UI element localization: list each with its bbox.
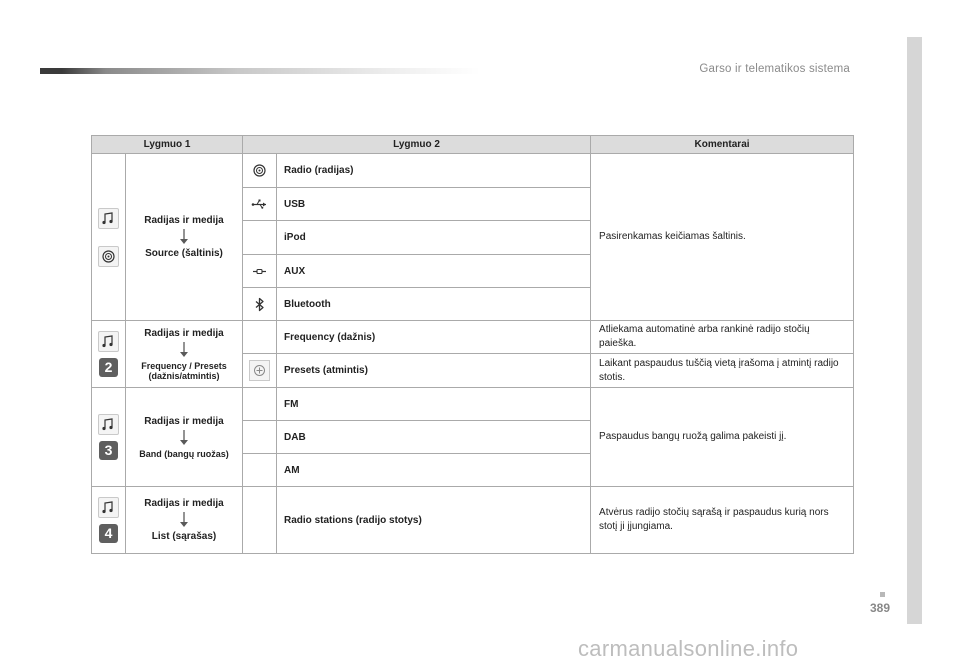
level2-label: Radio stations (radijo stotys) (277, 487, 591, 554)
comment-cell: Atliekama automatinė arba rankinė radijo stočių paieška. (591, 321, 854, 354)
comment-cell: Laikant paspaudus tuščią vietą įrašoma į atmintį radijo stotis. (591, 354, 854, 388)
aux-icon (250, 262, 269, 281)
step-badge: 3 (99, 441, 118, 460)
level2-label: AUX (277, 255, 591, 288)
music-note-icon (98, 331, 119, 352)
level1-label: Radijas ir medija (144, 415, 224, 427)
level1-sub-label: Source (šaltinis) (145, 248, 223, 259)
level1-label: Radijas ir medija (144, 327, 224, 339)
level2-label: Radio (radijas) (277, 154, 591, 188)
level2-icon-cell (243, 221, 277, 255)
level2-icon-cell (243, 255, 277, 288)
step-badge: 4 (99, 524, 118, 543)
group-icons (92, 388, 126, 487)
page-marker (880, 592, 885, 597)
level2-icon-cell (243, 154, 277, 188)
level2-label: iPod (277, 221, 591, 255)
comment-cell: Atvėrus radijo stočių sąrašą ir paspaudus kurią nors stotį ji įjungiama. (591, 487, 854, 554)
group-icons (92, 487, 126, 554)
header-comments: Komentarai (591, 136, 854, 154)
level1-sub-label: List (sąrašas) (151, 531, 217, 542)
group-icons (92, 154, 126, 321)
level1-cell (126, 487, 243, 554)
level1-sub-label: Frequency / Presets (dažnis/atmintis) (141, 360, 227, 381)
level2-label: FM (277, 388, 591, 421)
bluetooth-icon (250, 295, 269, 314)
down-arrow-icon (126, 342, 242, 358)
header-level2: Lygmuo 2 (243, 136, 591, 154)
down-arrow-icon (126, 430, 242, 446)
level2-icon-cell (243, 288, 277, 321)
level2-label: Frequency (dažnis) (277, 321, 591, 354)
page-number: 389 (869, 601, 890, 615)
level2-icon-cell (243, 487, 277, 554)
level2-label: USB (277, 188, 591, 221)
level2-icon-cell (243, 421, 277, 454)
table-row (92, 487, 854, 554)
table-row (92, 154, 854, 188)
level1-label: Radijas ir medija (144, 215, 224, 226)
step-badge: 2 (99, 358, 118, 377)
radio-icon (98, 246, 119, 267)
header-gradient-bar (40, 68, 480, 74)
level2-icon-cell (243, 354, 277, 388)
level2-icon-cell (243, 321, 277, 354)
down-arrow-icon (126, 512, 242, 528)
level1-cell (126, 154, 243, 321)
level2-label: DAB (277, 421, 591, 454)
level1-cell (126, 321, 243, 388)
level2-label: Bluetooth (277, 288, 591, 321)
section-title: Garso ir telematikos sistema (699, 63, 850, 75)
music-note-icon (98, 414, 119, 435)
level2-label: AM (277, 454, 591, 487)
group-icons (92, 321, 126, 388)
add-preset-icon (249, 360, 270, 381)
usb-icon (250, 195, 269, 214)
level2-icon-cell (243, 388, 277, 421)
table-header-row (92, 136, 854, 154)
music-note-icon (98, 497, 119, 518)
level2-icon-cell (243, 454, 277, 487)
table-row (92, 321, 854, 354)
radio-icon (250, 161, 269, 180)
level1-label: Radijas ir medija (144, 498, 224, 509)
level1-cell (126, 388, 243, 487)
table-row (92, 388, 854, 421)
header-level1: Lygmuo 1 (92, 136, 243, 154)
comment-cell: Pasirenkamas keičiamas šaltinis. (591, 154, 854, 321)
level2-icon-cell (243, 188, 277, 221)
comment-cell: Paspaudus bangų ruožą galima pakeisti jį. (591, 388, 854, 487)
level1-sub-label: Band (bangų ruožas) (139, 448, 229, 459)
level2-label: Presets (atmintis) (277, 354, 591, 388)
side-strip (907, 37, 922, 624)
menu-table (91, 135, 854, 554)
down-arrow-icon (126, 229, 242, 245)
music-note-icon (98, 208, 119, 229)
watermark: carmanualsonline.info (578, 636, 799, 661)
